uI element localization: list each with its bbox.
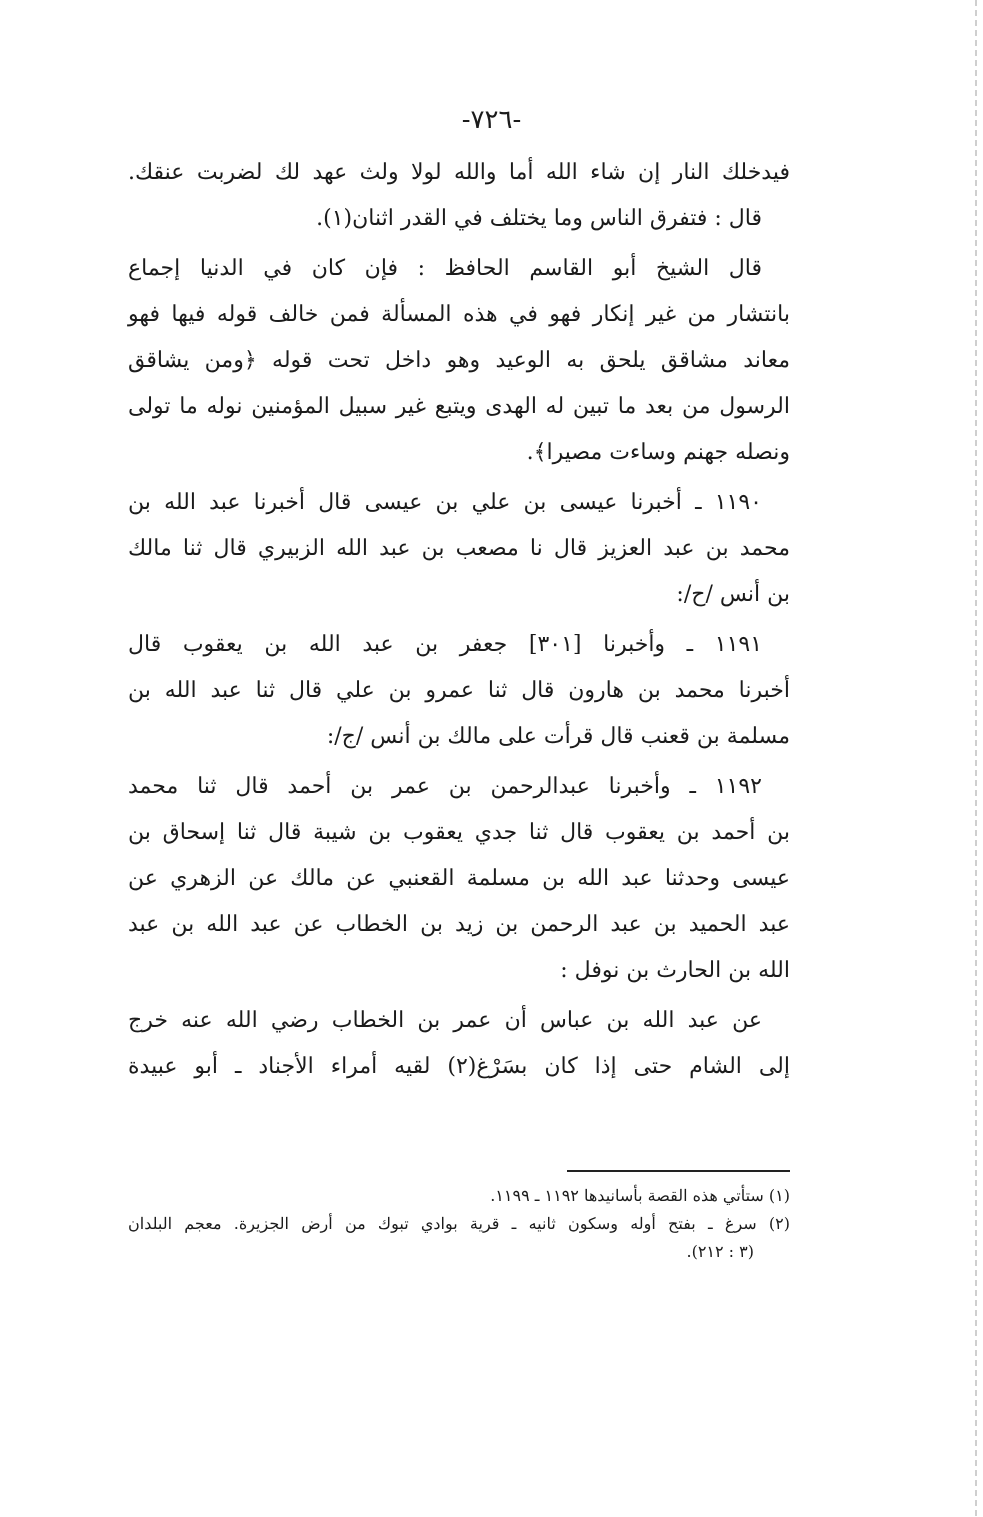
text-line: بن أنس /ح/: — [676, 582, 790, 607]
footnote-2: (٢) سرغ ـ بفتح أوله وسكون ثانيه ـ قرية بوادي تبوك من أرض الجزيرة. معجم البلدان — [128, 1214, 790, 1233]
text-line: بن أحمد بن يعقوب قال ثنا جدي يعقوب بن شيبة قال ثنا إسحاق بن — [128, 820, 790, 845]
hadith-1190-line: ١١٩٠ ـ أخبرنا عيسى بن علي بن عيسى قال أخبرنا عبد الله بن — [128, 490, 762, 515]
text-line: معاند مشاقق يلحق به الوعيد وهو داخل تحت قوله ﴿ومن يشاقق — [128, 348, 790, 373]
hadith-1192-line: ١١٩٢ ـ وأخبرنا عبدالرحمن بن عمر بن أحمد قال ثنا محمد — [128, 774, 762, 799]
text-line: محمد بن عبد العزيز قال نا مصعب بن عبد الله الزبيري قال ثنا مالك — [128, 536, 790, 561]
page-number: -٧٢٦- — [461, 105, 522, 135]
hadith-1191-line: ١١٩١ ـ وأخبرنا [٣٠١] جعفر بن عبد الله بن يعقوب قال — [128, 632, 763, 657]
footnote-1: (١) ستأتي هذه القصة بأسانيدها ١١٩٢ ـ ١١٩٩. — [490, 1186, 790, 1205]
footnote-separator — [567, 1170, 790, 1172]
page-edge-shadow — [975, 0, 977, 1517]
text-line: عيسى وحدثنا عبد الله بن مسلمة القعنبي عن مالك عن الزهري عن — [128, 866, 790, 891]
text-line: بانتشار من غير إنكار فهو في هذه المسألة فمن خالف قوله فيها فهو — [128, 302, 790, 327]
text-line: قال : فتفرق الناس وما يختلف في القدر اثنان(١). — [316, 206, 762, 231]
footnotes — [128, 1182, 790, 1266]
text-line: عبد الحميد بن عبد الرحمن بن زيد بن الخطاب عن عبد الله بن عبد — [128, 912, 790, 937]
text-line: فيدخلك النار إن شاء الله أما والله لولا ولث عهد لك لضربت عنقك. — [128, 160, 790, 185]
text-line: ونصله جهنم وساءت مصيرا﴾. — [526, 440, 790, 465]
text-line: الله بن الحارث بن نوفل : — [560, 958, 790, 983]
text-line: قال الشيخ أبو القاسم الحافظ : فإن كان في الدنيا إجماع — [128, 256, 762, 281]
text-line: إلى الشام حتى إذا كان بسَرْغ(٢) لقيه أمراء الأجناد ـ أبو عبيدة — [128, 1054, 790, 1079]
main-text — [128, 150, 790, 1090]
text-line: عن عبد الله بن عباس أن عمر بن الخطاب رضي الله عنه خرج — [128, 1008, 762, 1033]
footnote-2-continuation: (٣ : ٢١٢). — [686, 1242, 754, 1261]
text-line: الرسول من بعد ما تبين له الهدى ويتبع غير سبيل المؤمنين نوله ما تولى — [128, 394, 790, 419]
text-line: أخبرنا محمد بن هارون قال ثنا عمرو بن علي قال ثنا عبد الله بن — [128, 678, 790, 703]
text-line: مسلمة بن قعنب قال قرأت على مالك بن أنس /ج/: — [326, 724, 790, 749]
